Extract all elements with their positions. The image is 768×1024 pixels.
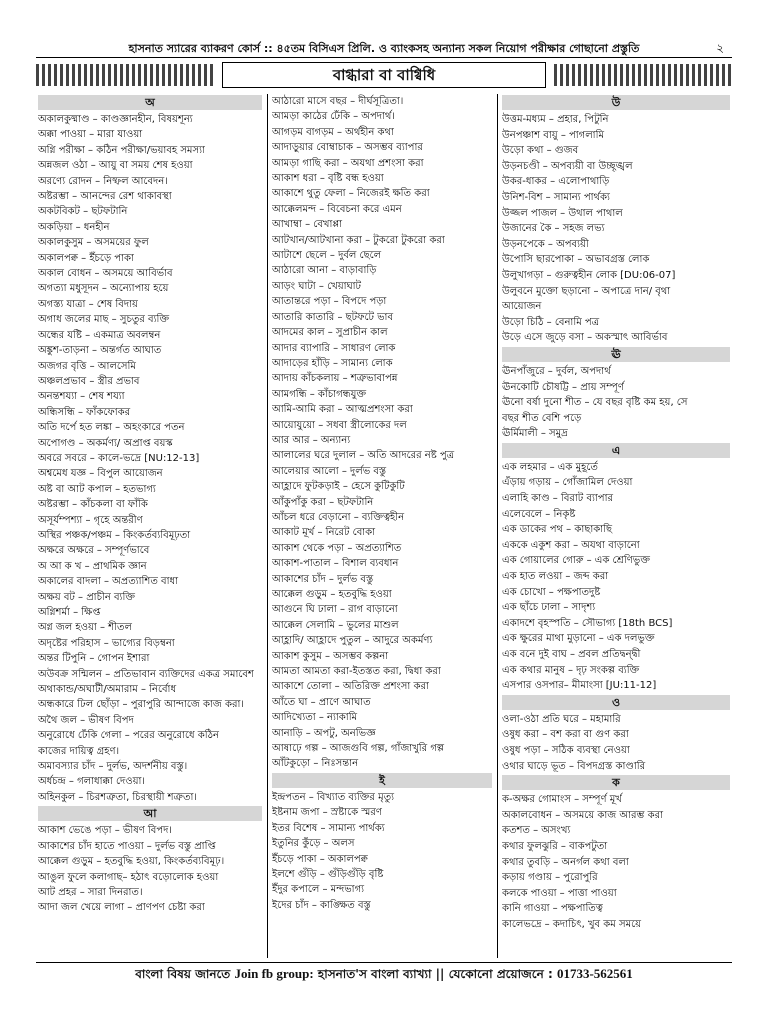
idiom-entry: অগস্ত্য যাত্রা – শেষ বিদায় bbox=[38, 298, 138, 310]
idiom-entry: অগত্যা মধুসূদন – অন্যোপায় হয়ে bbox=[38, 283, 169, 295]
idiom-entry: অমাবস্যার চাঁদ – দুর্লভ, অদর্শনীয় বস্তু। bbox=[38, 761, 188, 773]
idiom-entry: এক ক্ষুরের মাথা মুড়ানো – এক দলভুক্ত bbox=[502, 633, 655, 645]
idiom-entry: আঁতে ঘা – প্রাণে আঘাত bbox=[272, 696, 371, 708]
idiom-entry: ওলা-ওঠা প্রতি ঘরে – মহামারি bbox=[502, 713, 621, 725]
idiom-entry: এক ছাঁচে ঢালা – সাদৃশ্য bbox=[502, 602, 596, 614]
idiom-entry: উড়ো চিঠি – বেনামি পত্র bbox=[502, 316, 600, 328]
idiom-entry: ঊনো বর্ষা দুনো শীত – যে বছর বৃষ্টি কম হয়, সে bbox=[502, 397, 688, 409]
footer-join-label: Join fb group: bbox=[234, 966, 314, 981]
idiom-entry: অগ্নিশর্মা – ক্ষিপ্ত bbox=[38, 607, 101, 618]
idiom-entry: আঁকুপাঁকু করা – ছটফটানি bbox=[272, 496, 374, 508]
idiom-entry: আক্কেল সেলামি – ভুলের মাশুল bbox=[272, 619, 399, 631]
idiom-entry: উড়ে এসে জুড়ে বসা – অকস্মাৎ আবির্ভাব bbox=[502, 332, 668, 344]
idiom-entry: কানি গাওয়া – পক্ষপাতিত্ব bbox=[502, 903, 603, 915]
idiom-entry: এক হাত লওয়া – জব্দ করা bbox=[502, 571, 609, 583]
idiom-entry: অন্ধিসন্ধি – ফাঁকফোকর bbox=[38, 406, 131, 418]
idiom-entry: আঙুল ফুলে কলাগাছ– হঠাৎ বড়োলোক হওয়া bbox=[38, 871, 219, 883]
section-heading: আ bbox=[38, 806, 262, 821]
course-header: হাসনাত স্যারের ব্যাকরণ কোর্স :: ৪৫তম বিসিএস প্রিলি. ও ব্যাংকসহ অন্যান্য সকল নিয়োগ পরীক্ষার গোছানো প্রস্তুতি bbox=[128, 42, 640, 55]
idiom-entry: ওষুধ পড়া – সঠিক ব্যবস্থা নেওয়া bbox=[502, 744, 630, 756]
idiom-entry: বছর শীত বেশি পড়ে bbox=[502, 412, 582, 424]
idiom-entry: আক্কেল গুড়ুম – হতবুদ্ধি হওয়া, কিংকর্তব্যবিমূঢ়। bbox=[38, 856, 225, 868]
idiom-entry: আকাশের চাঁদ হাতে পাওয়া – দুর্লভ বস্তু প্রাপ্তি bbox=[38, 840, 216, 852]
idiom-entry: আমড়া গাছি করা – অযথা প্রশংসা করা bbox=[272, 157, 424, 169]
idiom-entry: উলুবনে মুক্তো ছড়ানো – অপাত্রে দান/ বৃথা bbox=[502, 285, 671, 297]
idiom-entry: অনন্তশয্যা – শেষ শয্যা bbox=[38, 391, 125, 403]
idiom-entry: আতান্তরে পড়া – বিপদে পড়া bbox=[272, 296, 387, 308]
idiom-entry: অকালবোধন – অসময়ে কাজ আরম্ভ করা bbox=[502, 809, 663, 821]
idiom-entry: আটখান/আটখানা করা – টুকরো টুকরো করা bbox=[272, 234, 445, 246]
header-rule bbox=[36, 57, 732, 58]
idiom-entry: ইতর বিশেষ – সামান্য পার্থক্য bbox=[272, 822, 385, 834]
idiom-entry: অকড়িয়া – ধনহীন bbox=[38, 221, 110, 233]
column-1 bbox=[38, 94, 262, 958]
idiom-entry: অন্ধকারে ঢিল ছোঁড়া – পুরাপুরি আন্দাজে কাজ করা। bbox=[38, 699, 244, 711]
idiom-entry: আয়োযুয়ো – সধবা স্ত্রীলোকের দল bbox=[272, 419, 407, 431]
idiom-entry: ক-অক্ষর গোমাংস – সম্পূর্ণ মূর্খ bbox=[502, 794, 622, 806]
idiom-entry: অকালপক্ব – ইঁচড়ে পাকা bbox=[38, 252, 134, 264]
idiom-entry: আলেয়ার আলো – দুর্লভ বস্তু bbox=[272, 465, 387, 477]
idiom-entry: অষ্টরম্ভা – আনন্দের রেশ থাকাবস্থা bbox=[38, 191, 172, 203]
idiom-entry: অকটবিকট – ছটফটানি bbox=[38, 206, 128, 218]
idiom-entry: আক্কেলমন্দ – বিবেচনা করে এমন bbox=[272, 203, 402, 215]
idiom-entry: আকাট মূর্খ – নিরেট বোকা bbox=[272, 527, 376, 539]
idiom-entry: ইতুনির কুঁড়ে – অলস bbox=[272, 838, 355, 850]
idiom-entry: আদিখ্যেতা – ন্যাকামি bbox=[272, 712, 358, 724]
idiom-entry: এঁড়ায় গড়ায় – গোঁজামিল দেওয়া bbox=[502, 477, 633, 489]
idiom-entry: অঙ্কুশ-তাড়না – অন্তর্গত আঘাত bbox=[38, 345, 162, 357]
idiom-entry: অথৈ জল – ভীষণ বিপদ bbox=[38, 714, 134, 726]
idiom-entry: অষ্টরম্ভা – কাঁচকলা বা ফাঁকি bbox=[38, 499, 148, 511]
footer-phone: 01733-562561 bbox=[556, 966, 633, 981]
idiom-entry: আমড়া কাঠের ঢেঁকি – অপদার্থ। bbox=[272, 111, 395, 123]
idiom-entry: ইদের চাঁদ – কাঙ্ক্ষিত বস্তু bbox=[272, 899, 371, 911]
idiom-entry: আর আর – অন্যান্য bbox=[272, 434, 351, 446]
idiom-entry: কলকে পাওয়া – পাত্তা পাওয়া bbox=[502, 887, 617, 899]
idiom-entry: অগাধ জলের মাছ – সুচতুর ব্যক্তি bbox=[38, 314, 170, 326]
idiom-entry: অহিনকুল – চিরশত্রুতা, চিরস্থায়ী শত্রুতা। bbox=[38, 791, 197, 803]
footer-rule bbox=[36, 962, 732, 963]
idiom-entry: এক গোয়ালের গোরু – এক শ্রেণিভুক্ত bbox=[502, 555, 650, 567]
idiom-entry: আক্কেল গুড়ুম – হতবুদ্ধি হওয়া bbox=[272, 589, 392, 600]
idiom-entry: কড়ায় গণ্ডায় – পুরোপুরি bbox=[502, 872, 598, 884]
decorative-stripes-left bbox=[36, 64, 214, 86]
idiom-entry: এক কথার মানুষ – দৃঢ় সংকল্প ব্যক্তি bbox=[502, 664, 640, 676]
section-heading: ক bbox=[502, 775, 730, 790]
idiom-entry: অক্কা পাওয়া – মারা যাওয়া bbox=[38, 129, 143, 141]
idiom-entry: অন্ধের যষ্টি – একমাত্র অবলম্বন bbox=[38, 329, 161, 341]
idiom-entry: অস্থির পঞ্চক/পঞ্চম – কিংকর্তব্যবিমূঢ়তা bbox=[38, 529, 191, 541]
idiom-entry: ওথার ঘাড়ে ভূত – বিপদগ্রস্ত কাণ্ডারি bbox=[502, 760, 646, 772]
column-3 bbox=[502, 94, 730, 958]
idiom-entry: অতি দর্পে হত লঙ্কা – অহংকারে পতন bbox=[38, 422, 185, 434]
page-title: বাগ্ধারা বা বাগ্বিধি bbox=[222, 62, 546, 88]
idiom-entry: অথাকান্ড/অঘাটী/অমারাম – নির্বোধ bbox=[38, 684, 177, 696]
idiom-entry: উজ্জল পাজল – উথাল পাথাল bbox=[502, 207, 623, 219]
section-heading: অ bbox=[38, 95, 262, 110]
idiom-entry: এক চোখো – পক্ষপাতদুষ্ট bbox=[502, 586, 601, 598]
idiom-entry: অ আ ক খ – প্রাথমিক জ্ঞান bbox=[38, 560, 147, 572]
idiom-entry: আহ্লাদি/ আহ্লাদে পুতুল – আদুরে অকর্মণ্য bbox=[272, 635, 433, 647]
idiom-entry: উত্তম-মধ্যম – প্রহার, পিটুনি bbox=[502, 114, 609, 125]
idiom-entry: ইলশে গুঁড়ি – গুঁড়িগুঁড়ি বৃষ্টি bbox=[272, 868, 384, 880]
idiom-entry: অজগর বৃত্তি – আলসেমি bbox=[38, 360, 136, 372]
idiom-entry: আহ্লাদে ফুটকড়াই – হেসে কুটিকুটি bbox=[272, 481, 405, 493]
idiom-entry: আদাড়ের হাঁড়ি – সামান্য লোক bbox=[272, 357, 393, 369]
idiom-entry: অকাল বোধন – অসময়ে আবির্ভাব bbox=[38, 268, 173, 280]
idiom-entry: উড়নপেকে – অপব্যয়ী bbox=[502, 238, 589, 250]
idiom-entry: অদৃষ্টের পরিহাস – ভাগ্যের বিড়ম্বনা bbox=[38, 637, 175, 649]
idiom-entry: আকাশে তোলা – অতিরিক্ত প্রশংসা করা bbox=[272, 681, 429, 693]
idiom-entry: অষ্ট বা আট কপাল – হতভাগ্য bbox=[38, 483, 156, 495]
idiom-entry: অঞ্চলপ্রভাব – স্ত্রীর প্রভাব bbox=[38, 375, 140, 387]
idiom-entry: আদায় কাঁচকলায় – শত্রুভাবাপন্ন bbox=[272, 373, 398, 385]
idiom-entry: উড়ো কথা – গুজব bbox=[502, 145, 579, 157]
decorative-stripes-right bbox=[554, 64, 732, 86]
idiom-entry: অন্তর টিপুনি – গোপন ইশারা bbox=[38, 653, 150, 665]
idiom-entry: উপোসি ছারপোকা – অভাবগ্রস্ত লোক bbox=[502, 254, 650, 266]
idiom-entry: উড়নচণ্ডী – অপব্যয়ী বা উচ্ছৃঙ্খল bbox=[502, 160, 633, 172]
idiom-entry: আদা জল খেয়ে লাগা – প্রাণপণ চেষ্টা করা bbox=[38, 902, 205, 914]
idiom-entry: এক বনে দুই বাঘ – প্রবল প্রতিদ্বন্দ্বী bbox=[502, 649, 641, 660]
title-band bbox=[36, 62, 732, 88]
footer bbox=[36, 966, 732, 986]
idiom-entry: ইন্দ্রপতন – বিখ্যাত ব্যক্তির মৃত্যু bbox=[272, 791, 395, 803]
idiom-entry: কাজের দায়িত্ব গ্রহণ। bbox=[38, 745, 120, 757]
idiom-entry: অক্ষরে অক্ষরে – সম্পূর্ণভাবে bbox=[38, 545, 150, 557]
idiom-entry: অর্ধচন্দ্র – গলাধাক্কা দেওয়া। bbox=[38, 776, 145, 788]
idiom-entry: আষাঢ়ে গল্প – আজগুবি গল্প, গাঁজাখুরি গল্প bbox=[272, 743, 445, 755]
idiom-entry: আদার ব্যাপারি – সাধারণ লোক bbox=[272, 342, 396, 354]
idiom-entry: অকালের বাদলা – অপ্রত্যাশিত বাধা bbox=[38, 576, 178, 588]
idiom-entry: এলেবেলে – নিকৃষ্ট bbox=[502, 508, 576, 520]
idiom-entry: অকালকুসুম – অসময়ের ফুল bbox=[38, 237, 149, 249]
idiom-entry: আকাশ-পাতাল – বিশাল ব্যবধান bbox=[272, 558, 399, 570]
section-heading: ঊ bbox=[502, 347, 730, 362]
page-number: ২ bbox=[716, 41, 724, 55]
footer-text: বাংলা বিষয় জানতে bbox=[135, 967, 231, 981]
idiom-entry: আকাশ ভেঙে পড়া – ভীষণ বিপদ। bbox=[38, 825, 172, 837]
idiom-entry: ঊনপাঁজুরে – দুর্বল, অপদার্থ bbox=[502, 365, 611, 377]
idiom-entry: আমতা আমতা করা-ইতস্তত করা, দ্বিধা করা bbox=[272, 666, 441, 678]
idiom-entry: আঁচল ধরে বেড়ানো – ব্যক্তিত্বহীন bbox=[272, 511, 405, 523]
idiom-entry: অনুরোধে ঢেঁকি গেলা – পরের অনুরোধে কঠিন bbox=[38, 730, 219, 742]
idiom-entry: ঊর্মিমালী – সমুদ্র bbox=[502, 428, 568, 440]
footer-group-name: হাসনাত'স বাংলা ব্যাখ্যা bbox=[317, 967, 432, 981]
idiom-entry: আলালের ঘরে দুলাল – অতি আদরের নষ্ট পুত্র bbox=[272, 450, 455, 462]
idiom-entry: আমগন্ধি – কাঁচাগন্ধযুক্ত bbox=[272, 388, 367, 400]
idiom-entry: আয়োজন bbox=[502, 301, 542, 313]
idiom-entry: একাদশে বৃহস্পতি – সৌভাগ্য [18th BCS] bbox=[502, 617, 673, 629]
idiom-entry: এলাহি কাণ্ড – বিরাট ব্যাপার bbox=[502, 493, 613, 505]
section-heading: ই bbox=[272, 773, 492, 788]
idiom-entry: আঠারো মাসে বছর – দীর্ঘসূত্রিতা। bbox=[272, 96, 404, 107]
idiom-entry: আনাড়ি – অপটু, অনভিজ্ঞ bbox=[272, 727, 376, 739]
idiom-entry: আড়ং ঘাটা – খেয়াঘাট bbox=[272, 280, 362, 292]
idiom-entry: আদাড়ুয়ার বোম্বাচাক – অসম্ভব ব্যাপার bbox=[272, 142, 423, 154]
idiom-entry: কতশত – অসংখ্য bbox=[502, 825, 571, 837]
idiom-entry: আতারি কাতারি – ছটফটে ভাব bbox=[272, 311, 394, 323]
idiom-columns bbox=[38, 94, 730, 958]
idiom-entry: এক ডাকের পথ – কাছাকাছি bbox=[502, 524, 613, 536]
idiom-entry: আটাশে ছেলে – দুর্বল ছেলে bbox=[272, 250, 382, 262]
idiom-entry: উনিশ-বিশ – সামান্য পার্থক্য bbox=[502, 191, 610, 203]
idiom-entry: এসপার ওসপার– মীমাংসা [JU:11-12] bbox=[502, 680, 657, 692]
idiom-entry: উলুখাগড়া – গুরুত্বহীন লোক [DU:06-07] bbox=[502, 269, 676, 281]
idiom-entry: অগ্ন জল হওয়া – শীতল bbox=[38, 622, 132, 634]
footer-contact-label: || যেকোনো প্রয়োজনে : bbox=[435, 967, 553, 981]
idiom-entry: অশ্বমেধ যজ্ঞ – বিপুল আয়োজন bbox=[38, 468, 163, 480]
idiom-entry: ইঁদুর কপালে – মন্দভাগ্য bbox=[272, 884, 365, 896]
idiom-entry: ইঁচড়ে পাকা – অকালপক্ব bbox=[272, 853, 368, 865]
idiom-entry: আঠারো আনা – বাড়াবাড়ি bbox=[272, 265, 377, 277]
idiom-entry: ঊনকোটি চৌষট্টি – প্রায় সম্পূর্ণ bbox=[502, 381, 624, 393]
idiom-entry: অবরে সবরে – কালে-ভদ্রে [NU:12-13] bbox=[38, 452, 200, 464]
idiom-entry: অগ্নি পরীক্ষা – কঠিন পরীক্ষা/ভয়াবহ সমস্যা bbox=[38, 144, 205, 156]
idiom-entry: আগড়ম বাগড়ম – অর্থহীন কথা bbox=[272, 126, 394, 138]
section-heading: এ bbox=[502, 443, 730, 458]
idiom-entry: অসূর্যম্পশ্যা – গৃহে অন্তরীণ bbox=[38, 514, 143, 526]
idiom-entry: উকর-ধাকর – এলোপাথাড়ি bbox=[502, 176, 610, 188]
idiom-entry: অরণ্যে রোদন – নিষ্ফল আবেদন। bbox=[38, 175, 168, 187]
idiom-entry: অন্নজল ওঠা – আয়ু বা সময় শেষ হওয়া bbox=[38, 160, 193, 172]
idiom-entry: আকাশ কুসুম – অসম্ভব কল্পনা bbox=[272, 650, 389, 662]
idiom-entry: অকালকুষ্মাণ্ড – কাণ্ডজ্ঞানহীন, বিষয়শূন্য bbox=[38, 114, 193, 125]
idiom-entry: আকাশের চাঁদ – দুর্লভ বস্তু bbox=[272, 573, 374, 585]
idiom-entry: আদমের কাল – সুপ্রাচীন কাল bbox=[272, 327, 388, 339]
idiom-entry: অপোগণ্ড – অকর্মণ্য/ অপ্রাপ্ত বয়স্ক bbox=[38, 437, 173, 449]
idiom-entry: অক্ষয় বট – প্রাচীন ব্যক্তি bbox=[38, 591, 136, 603]
idiom-entry: আকাশে থুতু ফেলা – নিজেরই ক্ষতি করা bbox=[272, 188, 430, 200]
idiom-entry: আকাশ ধরা – বৃষ্টি বন্ধ হওয়া bbox=[272, 173, 384, 185]
idiom-entry: ইষ্টনাম জপা – স্রষ্টাকে স্মরণ bbox=[272, 807, 382, 819]
idiom-entry: ওষুধ করা – বশ করা বা গুণ করা bbox=[502, 729, 629, 741]
idiom-entry: আগুনে ঘি ঢালা – রাগ বাড়ানো bbox=[272, 604, 398, 616]
idiom-entry: কথার ফুলঝুরি – বাকপটুতা bbox=[502, 840, 608, 852]
column-2 bbox=[272, 94, 492, 958]
idiom-entry: উজানের কৈ – সহজ লভ্য bbox=[502, 223, 605, 235]
idiom-entry: কথার তুবড়ি – অনর্গল কথা বলা bbox=[502, 856, 629, 868]
idiom-entry: আখাম্বা – বেখাপ্পা bbox=[272, 219, 343, 231]
idiom-entry: আঁটকুড়ো – নিঃসন্তান bbox=[272, 758, 359, 770]
idiom-entry: এককে একুশ করা – অযথা বাড়ানো bbox=[502, 539, 640, 551]
idiom-entry: উনপঞ্চাশ বায়ু – পাগলামি bbox=[502, 129, 604, 141]
idiom-entry: এক লহমার – এক মুহূর্তে bbox=[502, 461, 598, 473]
section-heading: উ bbox=[502, 95, 730, 110]
section-heading: ও bbox=[502, 695, 730, 710]
idiom-entry: অউবক্র সন্মিলন – প্রতিভাবান ব্যক্তিদের একত্র সমাবেশ bbox=[38, 668, 254, 680]
idiom-entry: আট প্রহর – সারা দিনরাত। bbox=[38, 886, 143, 898]
idiom-entry: কালেভদ্রে – কদাচিৎ, খুব কম সময়ে bbox=[502, 918, 642, 930]
idiom-entry: আমি-আমি করা – আত্মপ্রশংসা করা bbox=[272, 404, 413, 416]
idiom-entry: আকাশ থেকে পড়া – অপ্রত্যাশিত bbox=[272, 542, 402, 554]
